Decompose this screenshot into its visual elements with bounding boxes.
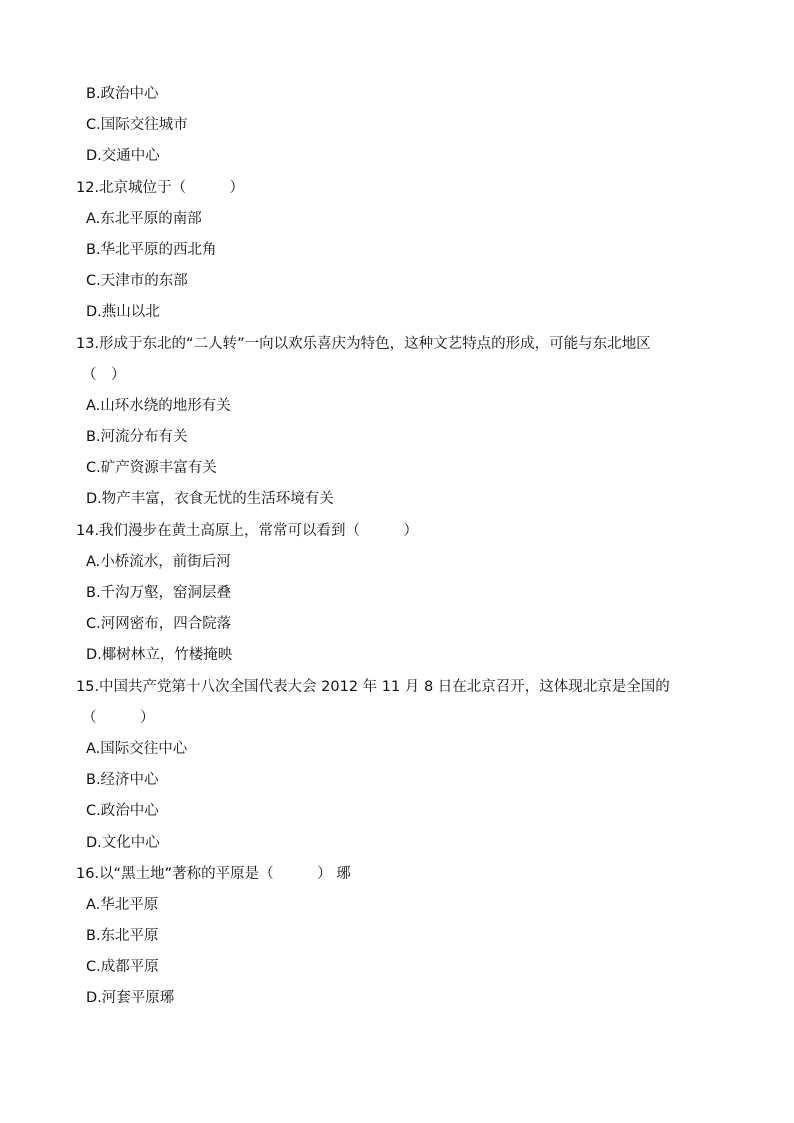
option-12-d: D.燕山以北 bbox=[86, 304, 160, 321]
question-13-blank: （ ） bbox=[82, 366, 126, 383]
option-12-a: A.东北平原的南部 bbox=[86, 210, 202, 227]
option-14-c: C.河网密布，四合院落 bbox=[86, 616, 232, 633]
option-15-d: D.文化中心 bbox=[86, 834, 160, 851]
question-15: 15.中国共产党第十八次全国代表大会 2012 年 11 月 8 日在北京召开，这体现北京是全国的 bbox=[76, 678, 670, 695]
option-12-c: C.天津市的东部 bbox=[86, 273, 188, 290]
option-15-b: B.经济中心 bbox=[86, 772, 159, 789]
option-12-b: B.华北平原的西北角 bbox=[86, 241, 217, 258]
option-13-b: B.河流分布有关 bbox=[86, 429, 188, 446]
option-14-a: A.小桥流水，前街后河 bbox=[86, 553, 231, 570]
option-16-b: B.东北平原 bbox=[86, 928, 159, 945]
question-15-blank: （ ） bbox=[82, 709, 155, 726]
option-14-d: D.椰树林立，竹楼掩映 bbox=[86, 647, 233, 664]
question-14: 14.我们漫步在黄土高原上，常常可以看到（ ） bbox=[76, 522, 419, 539]
option-14-b: B.千沟万壑，窑洞层叠 bbox=[86, 585, 232, 601]
option-15-c: C.政治中心 bbox=[86, 803, 159, 820]
option-16-c: C.成都平原 bbox=[86, 959, 159, 976]
option-13-c: C.矿产资源丰富有关 bbox=[86, 460, 217, 477]
option-11-d: D.交通中心 bbox=[86, 148, 160, 165]
question-13: 13.形成于东北的“二人转”一向以欢乐喜庆为特色，这种文艺特点的形成，可能与东北地区 bbox=[76, 335, 651, 352]
option-13-d: D.物产丰富，衣食无忧的生活环境有关 bbox=[86, 491, 334, 508]
option-15-a: A.国际交往中心 bbox=[86, 740, 188, 757]
option-11-b: B.政治中心 bbox=[86, 86, 159, 102]
question-16: 16.以“黑土地”著称的平原是（ ） 琊 bbox=[76, 865, 351, 882]
option-11-c: C.国际交往城市 bbox=[86, 117, 188, 134]
option-16-a: A.华北平原 bbox=[86, 896, 159, 913]
question-list bbox=[76, 79, 716, 1015]
question-12: 12.北京城位于（ ） bbox=[76, 179, 245, 196]
option-13-a: A.山环水绕的地形有关 bbox=[86, 397, 231, 414]
option-16-d: D.河套平原琊 bbox=[86, 990, 175, 1007]
